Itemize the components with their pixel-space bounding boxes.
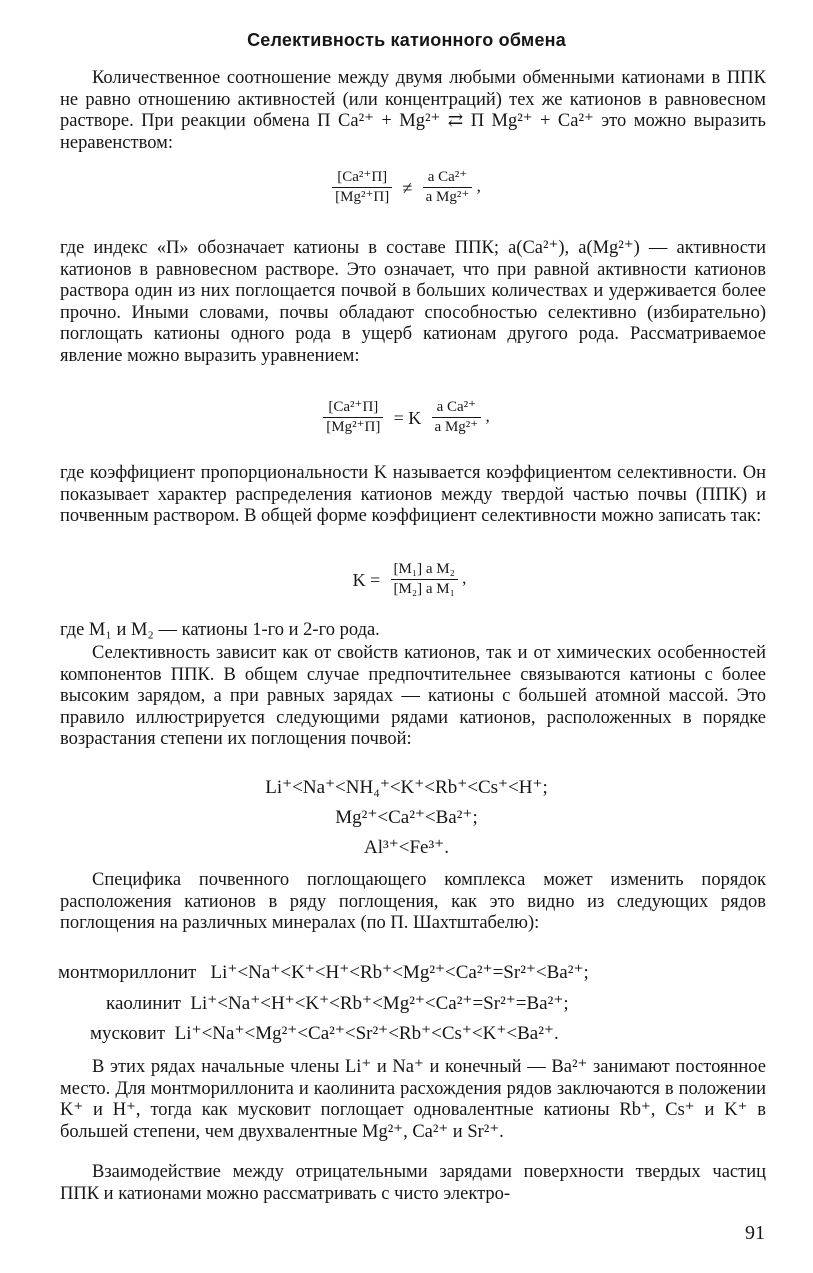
mineral-name: мусковит bbox=[90, 1023, 166, 1044]
mineral-series-kaolinite bbox=[106, 992, 569, 1016]
mineral-row: Li⁺<Na⁺<Mg²⁺<Ca²⁺<Sr²⁺<Rb⁺<Cs⁺<K⁺<Ba²⁺. bbox=[174, 1023, 559, 1044]
operator: = K bbox=[393, 407, 422, 428]
mineral-name: каолинит bbox=[106, 993, 181, 1014]
numerator: [Ca²⁺П] bbox=[332, 168, 392, 188]
fraction-activity bbox=[432, 398, 482, 437]
cation-series-divalent: Mg²⁺<Ca²⁺<Ba²⁺; bbox=[335, 807, 478, 828]
formula-inequality bbox=[0, 168, 813, 207]
fraction-sorbed bbox=[332, 168, 392, 207]
paragraph-coefficient: где коэффициент пропорциональности K называется коэффициентом селективности. Он показывает характер распределения катионов между твердой частью почвы (ППК) и почвенным раствором. В общей форме коэффициент селективности можно записать так: bbox=[60, 463, 766, 526]
paragraph-index-note: где индекс «П» обозначает катионы в составе ППК; a(Ca²⁺), a(Mg²⁺) — активности катионов в равновесном растворе. Это означает, что при равной активности катионов раствора один из них поглощается почвой в больших количествах и удерживается более прочно. Иными словами, почвы обладают способностью селективно (избирательно) поглощать катионы одного рода в ущерб катионам другого рода. Рассматриваемое явление можно выразить уравнением: bbox=[60, 238, 766, 366]
formula-general-coefficient bbox=[0, 560, 813, 599]
numerator: [Ca²⁺П] bbox=[323, 398, 383, 418]
punctuation: , bbox=[485, 406, 490, 426]
paragraph-interaction: Взаимодействие между отрицательными зарядами поверхности твердых частиц ППК и катионами можно рассматривать с чисто электро- bbox=[60, 1162, 766, 1204]
mineral-series-muscovite bbox=[90, 1022, 559, 1046]
formula-selectivity-equation bbox=[0, 398, 813, 437]
page-number: 91 bbox=[745, 1222, 765, 1244]
punctuation: , bbox=[462, 568, 467, 588]
paragraph-series-discussion: В этих рядах начальные члены Li⁺ и Na⁺ и конечный — Ba²⁺ занимают постоянное место. Для монтмориллонита и каолинита расхождения рядов заключаются в положении K⁺ и H⁺, тогда как мусковит поглощает одновалентные катионы Rb⁺, Cs⁺ и K⁺ в большей степени, чем двухвалентные Mg²⁺, Ca²⁺ и Sr²⁺. bbox=[60, 1057, 766, 1142]
fraction-activity bbox=[423, 168, 473, 207]
denominator: a Mg²⁺ bbox=[434, 419, 479, 435]
paragraph-intro: Количественное соотношение между двумя любыми обменными катионами в ППК не равно отношению активностей (или концентраций) тех же катионов в равновесном растворе. При реакции обмена П Ca²⁺ + Mg²⁺ ⇄ П Mg²⁺ + Ca²⁺ это можно выразить неравенством: bbox=[60, 68, 766, 153]
mineral-name: монтмориллонит bbox=[58, 962, 197, 983]
denominator: [M₂] a M₁ bbox=[393, 581, 455, 597]
mineral-row: Li⁺<Na⁺<K⁺<H⁺<Rb⁺<Mg²⁺<Ca²⁺=Sr²⁺<Ba²⁺; bbox=[210, 962, 589, 983]
lhs: K = bbox=[352, 569, 381, 590]
operator: ≠ bbox=[402, 177, 413, 198]
denominator: a Mg²⁺ bbox=[425, 189, 470, 205]
section-title: Селективность катионного обмена bbox=[247, 30, 566, 50]
fraction-general bbox=[391, 560, 458, 599]
punctuation: , bbox=[476, 176, 481, 196]
numerator: [M₁] a M₂ bbox=[391, 560, 458, 580]
paragraph-selectivity-factors: Селективность зависит как от свойств катионов, так и от химических особенностей компонентов ППК. В общем случае предпочтительнее связываются катионы с более высоким зарядом, а при равных зарядах — катионы с большей атомной массой. Это правило иллюстрируется следующими рядами катионов, расположенных в порядке возрастания степени их поглощения почвой: bbox=[60, 643, 766, 749]
denominator: [Mg²⁺П] bbox=[326, 419, 381, 435]
fraction-sorbed bbox=[323, 398, 383, 437]
denominator: [Mg²⁺П] bbox=[335, 189, 390, 205]
mineral-series-montmorillonite bbox=[58, 961, 589, 985]
numerator: a Ca²⁺ bbox=[432, 398, 482, 418]
numerator: a Ca²⁺ bbox=[423, 168, 473, 188]
cation-series-monovalent: Li⁺<Na⁺<NH₄⁺<K⁺<Rb⁺<Cs⁺<H⁺; bbox=[265, 777, 548, 798]
cation-series-trivalent: Al³⁺<Fe³⁺. bbox=[364, 837, 449, 858]
mineral-row: Li⁺<Na⁺<H⁺<K⁺<Rb⁺<Mg²⁺<Ca²⁺=Sr²⁺=Ba²⁺; bbox=[190, 993, 569, 1014]
paragraph-m-note: где M₁ и M₂ — катионы 1-го и 2-го рода. bbox=[60, 620, 380, 640]
paragraph-specifics: Специфика почвенного поглощающего комплекса может изменить порядок расположения катионов в ряду поглощения, как это видно из следующих рядов поглощения на различных минералах (по П. Шахтштабелю): bbox=[60, 870, 766, 933]
